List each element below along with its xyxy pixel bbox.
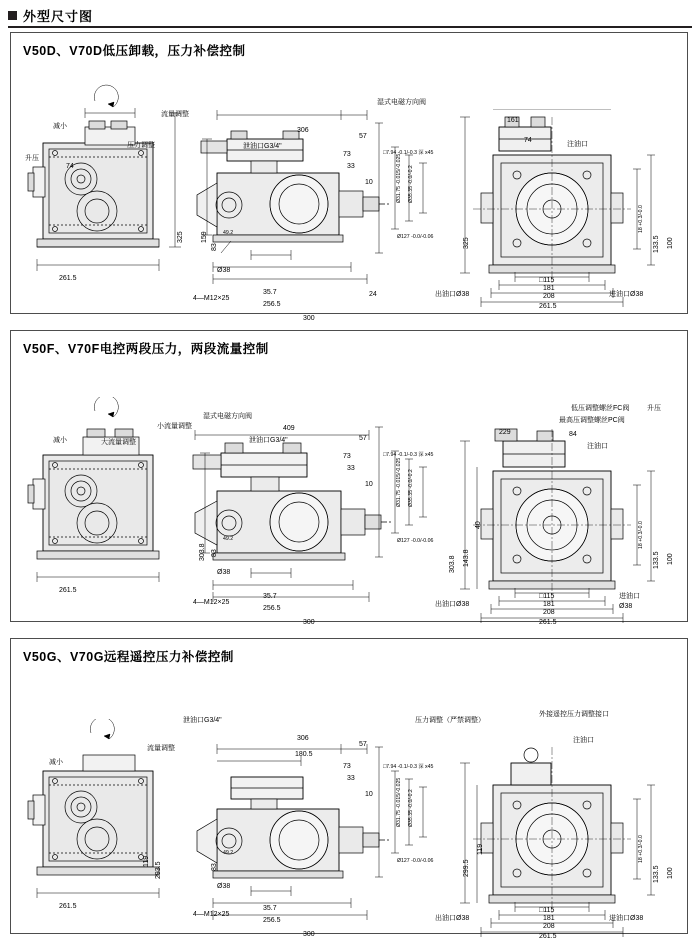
dim-d35-35-d: Ø35.35 -0.0/-0.2 — [408, 165, 414, 203]
dim-159-d: 159 — [201, 231, 208, 243]
dim-256-5-g: 256.5 — [263, 917, 281, 924]
dim-300-f: 300 — [303, 619, 315, 626]
dim-115-d: □115 — [539, 277, 555, 284]
label-decrease-f: 减小 — [53, 437, 67, 444]
label-bolt-note-g: 4—M12×25 — [193, 911, 230, 918]
dim-49-2-d: 49.2 — [223, 230, 234, 236]
label-bolt-note-d: 4—M12×25 — [193, 295, 230, 302]
dim-181-g: 181 — [543, 915, 555, 922]
section-title-v50g: V50G、V70G远程遥控压力补偿控制 — [23, 650, 234, 664]
dim-293-5-g: 293.5 — [155, 861, 162, 879]
label-increase-d: 升压 — [25, 155, 39, 162]
side-view-drawing-g — [25, 719, 205, 919]
dim-100-g: 100 — [667, 867, 674, 879]
dim-d127-d: Ø127 -0.0/-0.06 — [397, 234, 434, 240]
dim-73-d: 73 — [343, 151, 351, 158]
label-flow-adjust-g: 流量调整 — [147, 745, 175, 752]
dim-49-2-f: 49.2 — [223, 536, 234, 542]
section-title-v50d: V50D、V70D低压卸载，压力补偿控制 — [23, 44, 246, 58]
label-fill-port-f: 注油口 — [587, 443, 608, 450]
dim-119-g: 119 — [143, 855, 150, 867]
dim-d31-75-d: Ø31.75 -0.015/-0.025 — [396, 153, 402, 203]
dim-143-8-f: 143.8 — [463, 549, 470, 567]
dim-18-d: 18 +0.3/-0.0 — [638, 205, 644, 233]
label-pressure-adjust-d: 压力调整 — [127, 142, 155, 149]
dim-100-f: 100 — [667, 553, 674, 565]
dim-57-f: 57 — [359, 435, 367, 442]
dim-181-f: 181 — [543, 601, 555, 608]
dim-10-f: 10 — [365, 481, 373, 488]
label-out-port-g: 出油口Ø38 — [435, 915, 470, 922]
dim-306-g: 306 — [297, 735, 309, 742]
dim-261-5-d: 261.5 — [59, 275, 77, 282]
dim-33-f: 33 — [347, 465, 355, 472]
dim-84-f: 84 — [569, 431, 577, 438]
dim-83-d: 83 — [211, 243, 218, 251]
dim-83-g: 83 — [211, 863, 218, 871]
dim-300-g: 300 — [303, 931, 315, 938]
section-title-v50f: V50F、V70F电控两段压力，两段流量控制 — [23, 342, 269, 356]
dim-115-g: □115 — [539, 907, 555, 914]
dim-325b-d: 325 — [463, 237, 470, 249]
dim-229-f: 229 — [499, 429, 511, 436]
dim-d35-35-g: Ø35.35 -0.0/-0.2 — [408, 789, 414, 827]
dim-10-d: 10 — [365, 179, 373, 186]
label-wet-solenoid-valve-f: 湿式电磁方向阀 — [203, 413, 252, 420]
dim-74b-d: 74 — [524, 137, 532, 144]
label-low-press-screw-f: 低压调整螺丝FC阀 — [571, 405, 630, 412]
label-out-port-d: 出油口Ø38 — [435, 291, 470, 298]
label-max-press-screw-f: 最高压调整螺丝PC阀 — [559, 417, 625, 424]
dim-d127-f: Ø127 -0.0/-0.06 — [397, 538, 434, 544]
dim-208-g: 208 — [543, 923, 555, 930]
dim-d31-75-g: Ø31.75 -0.015/-0.025 — [396, 777, 402, 827]
dim-57-g: 57 — [359, 741, 367, 748]
dim-57-d: 57 — [359, 133, 367, 140]
dim-33-g: 33 — [347, 775, 355, 782]
section-body-v50g — [11, 669, 687, 940]
dim-115-f: □115 — [539, 593, 555, 600]
section-v50f — [10, 330, 688, 626]
dim-d35-35-f: Ø35.35 -0.0/-0.2 — [408, 469, 414, 507]
dim-d127-g: Ø127 -0.0/-0.06 — [397, 858, 434, 864]
dim-303-8-f: 303.8 — [199, 543, 206, 561]
label-increase-f: 升压 — [647, 405, 661, 412]
section-body-v50d — [11, 63, 687, 322]
dim-161-d: 161 — [507, 117, 519, 124]
dim-33-d: 33 — [347, 163, 355, 170]
label-flow-adjust-d: 流量调整 — [161, 111, 189, 118]
label-in-port-dia-f: Ø38 — [619, 603, 633, 610]
label-remote-port-g: 外接遥控压力调整接口 — [539, 711, 609, 718]
dim-35-7-d: 35.7 — [263, 289, 277, 296]
label-thread-note-g: □7.94 -0.1/-0.3 深 x45 — [383, 764, 434, 770]
dim-409-f: 409 — [283, 425, 295, 432]
dim-180-5-g: 180.5 — [295, 751, 313, 758]
label-decrease-d: 减小 — [53, 123, 67, 130]
dim-306-d: 306 — [297, 127, 309, 134]
dim-10-g: 10 — [365, 791, 373, 798]
label-wet-solenoid-valve-d: 湿式电磁方向阀 — [377, 99, 426, 106]
dim-261-5-g: 261.5 — [59, 903, 77, 910]
dim-73-f: 73 — [343, 453, 351, 460]
dim-299-5-g: 299.5 — [463, 859, 470, 877]
page-header — [8, 4, 692, 28]
label-out-port-f: 出油口Ø38 — [435, 601, 470, 608]
label-small-flow-adjust-f: 小流量调整 — [157, 423, 192, 430]
section-body-v50f — [11, 361, 687, 626]
dim-38-g: Ø38 — [217, 883, 231, 890]
dim-d31-75-f: Ø31.75 -0.015/-0.025 — [396, 457, 402, 507]
label-in-port-f: 进油口 — [619, 593, 640, 600]
dim-83-f: 83 — [211, 549, 218, 557]
page-title: 外型尺寸图 — [23, 8, 94, 24]
dim-261-5b-g: 261.5 — [539, 933, 557, 940]
dim-300-d: 300 — [303, 315, 315, 322]
bullet-square-icon — [8, 11, 17, 20]
label-drain-port-d: 泄油口G3/4" — [243, 143, 282, 150]
label-fill-port-g: 注油口 — [573, 737, 594, 744]
dim-38-f: Ø38 — [217, 569, 231, 576]
dim-40-f: 40 — [475, 521, 482, 529]
dim-261-5-f: 261.5 — [59, 587, 77, 594]
dim-73-g: 73 — [343, 763, 351, 770]
label-decrease-g: 减小 — [49, 759, 63, 766]
section-v50d — [10, 32, 688, 322]
label-drain-port-f: 泄油口G3/4" — [249, 437, 288, 444]
dim-208-d: 208 — [543, 293, 555, 300]
dim-261-5b-d: 261.5 — [539, 303, 557, 310]
dim-18-g: 18 +0.3/-0.0 — [638, 835, 644, 863]
dim-35-7-g: 35.7 — [263, 905, 277, 912]
dim-74-d: 74 — [66, 163, 74, 170]
section-v50g — [10, 638, 688, 940]
label-pressure-adjust-g: 压力调整（严禁调整） — [415, 717, 485, 724]
dim-303-8b-f: 303.8 — [449, 555, 456, 573]
dim-208-f: 208 — [543, 609, 555, 616]
dim-100-d: 100 — [667, 237, 674, 249]
label-in-port-g: 进油口Ø38 — [609, 915, 644, 922]
label-large-flow-adjust-f: 大流量调整 — [101, 439, 136, 446]
dim-49-2-g: 49.2 — [223, 850, 234, 856]
dim-38-d: Ø38 — [217, 267, 231, 274]
dim-256-5-d: 256.5 — [263, 301, 281, 308]
label-fill-port-d: 注油口 — [567, 141, 588, 148]
dim-133-5-g: 133.5 — [653, 865, 660, 883]
label-bolt-note-f: 4—M12×25 — [193, 599, 230, 606]
label-thread-note-f: □7.94 -0.1/-0.3 深 x45 — [383, 452, 434, 458]
dim-35-7-f: 35.7 — [263, 593, 277, 600]
dim-119b-g: 119 — [477, 843, 484, 855]
dim-261-5b-f: 261.5 — [539, 619, 557, 626]
dim-18-f: 18 +0.3/-0.0 — [638, 521, 644, 549]
label-thread-note-d: □7.94 -0.1/-0.3 深 x45 — [383, 150, 434, 156]
dim-256-5-f: 256.5 — [263, 605, 281, 612]
dim-133-5-f: 133.5 — [653, 551, 660, 569]
dim-325-d: 325 — [177, 231, 184, 243]
dim-133-5-d: 133.5 — [653, 235, 660, 253]
label-drain-port-g: 泄油口G3/4" — [183, 717, 222, 724]
dim-181-d: 181 — [543, 285, 555, 292]
label-in-port-d: 进油口Ø38 — [609, 291, 644, 298]
dim-24-d: 24 — [369, 291, 377, 298]
